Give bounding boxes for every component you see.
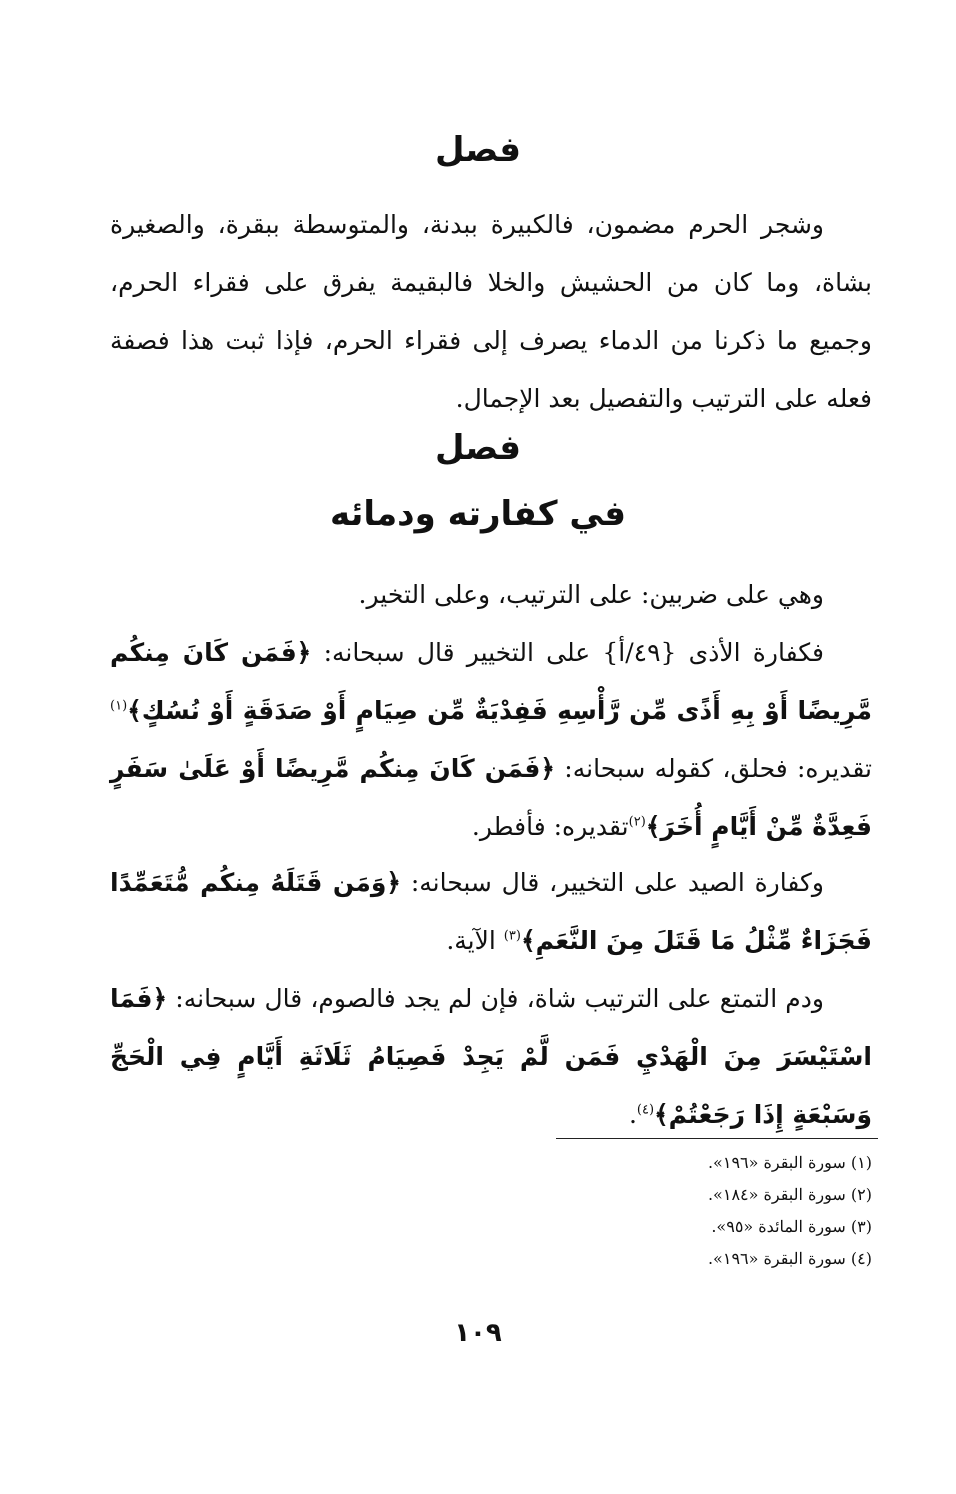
footnote-ref: (٢) [628, 814, 646, 830]
footnote: (٣) سورة المائدة «٩٥». [711, 1217, 872, 1236]
paragraph-text: تقديره: فحلق، كقوله سبحانه: [554, 754, 872, 783]
paragraph [110, 970, 872, 1144]
paragraph-text: ودم التمتع على الترتيب شاة، فإن لم يجد فالصوم، قال سبحانه: [167, 984, 824, 1013]
paragraph-text: وهي على ضربين: على الترتيب، وعلى التخير. [358, 580, 824, 609]
section-subtitle: في كفارته ودمائه [329, 494, 627, 534]
paragraph [110, 854, 872, 970]
section-heading: فصل [434, 130, 522, 170]
page-number: ١٠٩ [454, 1318, 502, 1348]
footnote-divider [556, 1138, 878, 1139]
paragraph-text: الآية. [446, 926, 504, 955]
footnote-ref: (١) [110, 698, 128, 714]
footnote-ref: (٤) [636, 1102, 655, 1118]
quran-verse: ﴿فَمَا اسْتَيْسَرَ مِنَ الْهَدْيِ فَمَن لَّمْ يَجِدْ فَصِيَامُ ثَلَاثَةِ أَيَّامٍ فِي الْحَجِّ وَسَبْعَةٍ إِذَا رَجَعْتُمْ﴾ [110, 984, 872, 1129]
footnote: (١) سورة البقرة «١٩٦». [707, 1153, 872, 1172]
paragraph-text: وشجر الحرم مضمون، فالكبيرة ببدنة، والمتوسطة ببقرة، والصغيرة بشاة، وما كان من الحشيش والخلا فالبقيمة يفرق على فقراء الحرم، وجميع ما ذكرنا من الدماء يصرف إلى فقراء الحرم، فإذا ثبت هذا فصفة فعله على الترتيب والتفصيل بعد الإجمال. [110, 210, 872, 413]
section-heading: فصل [434, 428, 522, 468]
paragraph-text: . [628, 1100, 637, 1129]
quran-verse: ﴿وَمَن قَتَلَهُ مِنكُم مُّتَعَمِّدًا فَجَزَاءٌ مِّثْلُ مَا قَتَلَ مِنَ النَّعَمِ﴾ [110, 868, 872, 955]
paragraph-text: تقديره: فأفطر. [471, 812, 629, 841]
footnote-ref: (٣) [503, 928, 521, 944]
paragraph-text: فكفارة الأذى {٤٩/أ} على التخيير قال سبحانه: [311, 638, 824, 667]
paragraph-text: وكفارة الصيد على التخيير، قال سبحانه: [401, 868, 824, 897]
paragraph [110, 566, 872, 624]
paragraph [110, 196, 872, 428]
quran-verse: ﴿فَمَن كَانَ مِنكُم مَّرِيضًا أَوْ بِهِ أَذًى مِّن رَّأْسِهِ فَفِدْيَةٌ مِّن صِيَامٍ أَوْ صَدَقَةٍ أَوْ نُسُكٍ﴾ [110, 638, 872, 725]
footnote: (٢) سورة البقرة «١٨٤». [707, 1185, 872, 1204]
quran-verse: ﴿فَمَن كَانَ مِنكُم مَّرِيضًا أَوْ عَلَىٰ سَفَرٍ فَعِدَّةٌ مِّنْ أَيَّامٍ أُخَرَ﴾ [110, 754, 872, 841]
paragraph [110, 624, 872, 856]
footnote: (٤) سورة البقرة «١٩٦». [707, 1249, 872, 1268]
